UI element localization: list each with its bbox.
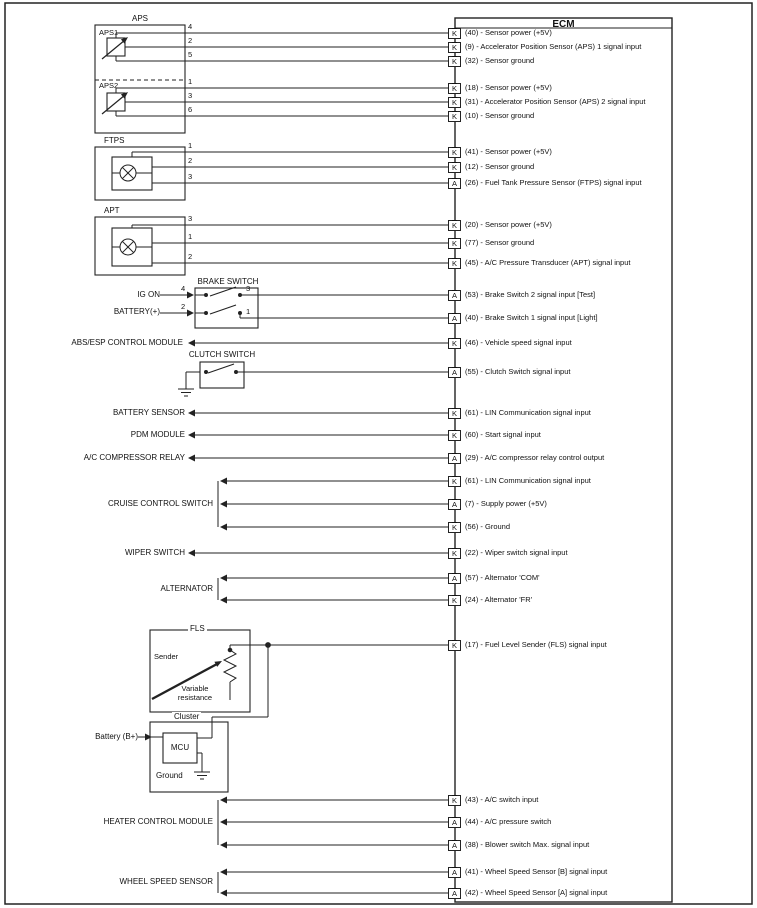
ecm-pin-connector: $\overline{K}$	[448, 795, 461, 806]
mcu-label: MCU	[170, 743, 190, 752]
ecm-pin-label: (20) - Sensor power (+5V)	[465, 220, 552, 229]
ecm-pin-connector: $\overline{A}$	[448, 867, 461, 878]
ecm-pin-label: (40) - Brake Switch 1 signal input [Light]	[465, 313, 598, 322]
ecm-pin-connector: $\overline{A}$	[448, 367, 461, 378]
pin-number: 1	[188, 141, 193, 150]
ecm-pin-label: (61) - LIN Communication signal input	[465, 476, 591, 485]
component-label-wheel-speed-sensor: WHEEL SPEED SENSOR	[119, 877, 213, 886]
ecm-pin-connector: $\overline{K}$	[448, 522, 461, 533]
ecm-pin-label: (46) - Vehicle speed signal input	[465, 338, 572, 347]
ecm-pin-connector: $\overline{A}$	[448, 888, 461, 899]
pin-number: 3	[188, 172, 193, 181]
fls-variable-label-line1: Variable	[181, 684, 209, 693]
aps1-label: APS1	[99, 28, 119, 37]
aps2-label: APS2	[99, 81, 119, 90]
pin-number: 1	[188, 77, 193, 86]
ecm-pin-label: (32) - Sensor ground	[465, 56, 535, 65]
pin-number: 1	[188, 232, 193, 241]
ecm-pin-connector: $\overline{A}$	[448, 573, 461, 584]
ecm-pin-label: (60) - Start signal input	[465, 430, 541, 439]
fls-box-title: FLS	[190, 624, 205, 633]
ecm-pin-connector: $\overline{K}$	[448, 42, 461, 53]
clutch-switch-title: CLUTCH SWITCH	[188, 350, 256, 359]
ecm-pin-label: (41) - Sensor power (+5V)	[465, 147, 552, 156]
pin-number: 3	[246, 284, 251, 293]
pin-number: 5	[188, 50, 193, 59]
ecm-pin-connector: $\overline{K}$	[448, 258, 461, 269]
ecm-pin-connector: $\overline{K}$	[448, 430, 461, 441]
pin-number: 2	[188, 252, 193, 261]
ecm-pin-connector: $\overline{K}$	[448, 476, 461, 487]
ftps-box-title: FTPS	[104, 136, 125, 145]
component-label-heater-control-module: HEATER CONTROL MODULE	[103, 817, 213, 826]
ecm-pin-label: (22) - Wiper switch signal input	[465, 548, 568, 557]
ecm-pin-connector: $\overline{A}$	[448, 817, 461, 828]
pin-number: 4	[181, 284, 186, 293]
ecm-pin-connector: $\overline{A}$	[448, 178, 461, 189]
ecm-pin-label: (43) - A/C switch input	[465, 795, 539, 804]
pin-number: 2	[181, 302, 186, 311]
ecm-pin-label: (38) - Blower switch Max. signal input	[465, 840, 590, 849]
ecm-pin-label: (53) - Brake Switch 2 signal input [Test]	[465, 290, 596, 299]
ecm-pin-connector: $\overline{K}$	[448, 83, 461, 94]
ecm-pin-label: (31) - Accelerator Position Sensor (APS) 2 signal input	[465, 97, 646, 106]
ecm-pin-label: (45) - A/C Pressure Transducer (APT) signal input	[465, 258, 631, 267]
ecm-pin-connector: $\overline{K}$	[448, 111, 461, 122]
component-label-alternator: ALTERNATOR	[160, 584, 213, 593]
brake-switch-title: BRAKE SWITCH	[197, 277, 259, 286]
ecm-pin-connector: $\overline{K}$	[448, 56, 461, 67]
pin-number: 2	[188, 36, 193, 45]
ecm-pin-label: (57) - Alternator 'COM'	[465, 573, 540, 582]
ecm-pin-label: (17) - Fuel Level Sender (FLS) signal input	[465, 640, 607, 649]
ig-on-label: IG ON	[137, 290, 160, 299]
ecm-pin-connector: $\overline{K}$	[448, 147, 461, 158]
pin-number: 1	[246, 307, 251, 316]
ecm-pin-label: (56) - Ground	[465, 522, 511, 531]
component-label-wiper-switch: WIPER SWITCH	[125, 548, 185, 557]
ecm-pin-label: (9) - Accelerator Position Sensor (APS) 1 signal input	[465, 42, 642, 51]
ecm-pin-connector: $\overline{K}$	[448, 595, 461, 606]
ecm-pin-label: (77) - Sensor ground	[465, 238, 535, 247]
ecm-pin-label: (40) - Sensor power (+5V)	[465, 28, 552, 37]
component-label-abs-esp-control-module: ABS/ESP CONTROL MODULE	[71, 338, 183, 347]
ecm-pin-connector: $\overline{K}$	[448, 162, 461, 173]
pin-number: 2	[188, 156, 193, 165]
pin-number: 4	[188, 22, 193, 31]
ecm-title: ECM	[552, 19, 575, 30]
ecm-pin-connector: $\overline{A}$	[448, 499, 461, 510]
ecm-pin-label: (41) - Wheel Speed Sensor [B] signal input	[465, 867, 608, 876]
ecm-pin-label: (18) - Sensor power (+5V)	[465, 83, 552, 92]
ecm-pin-label: (10) - Sensor ground	[465, 111, 535, 120]
ecm-pin-label: (61) - LIN Communication signal input	[465, 408, 591, 417]
cluster-box-title: Cluster	[174, 712, 200, 721]
apt-box-title: APT	[104, 206, 120, 215]
ecm-pin-connector: $\overline{A}$	[448, 840, 461, 851]
pin-number: 6	[188, 105, 193, 114]
ecm-pin-label: (26) - Fuel Tank Pressure Sensor (FTPS) signal input	[465, 178, 642, 187]
component-label-ac-compressor-relay: A/C COMPRESSOR RELAY	[83, 453, 185, 462]
ecm-pin-connector: $\overline{K}$	[448, 338, 461, 349]
ecm-pin-connector: $\overline{K}$	[448, 220, 461, 231]
ecm-pin-label: (29) - A/C compressor relay control output	[465, 453, 605, 462]
component-label-cruise-control-switch: CRUISE CONTROL SWITCH	[107, 499, 213, 508]
ecm-pin-connector: $\overline{K}$	[448, 238, 461, 249]
pin-number: 3	[188, 214, 193, 223]
ecm-pin-connector: $\overline{A}$	[448, 453, 461, 464]
ecm-pin-label: (55) - Clutch Switch signal input	[465, 367, 571, 376]
component-label-battery-sensor: BATTERY SENSOR	[112, 408, 185, 417]
ecm-pin-connector: $\overline{K}$	[448, 408, 461, 419]
ecm-pin-connector: $\overline{A}$	[448, 290, 461, 301]
fls-sender-label: Sender	[154, 652, 179, 661]
ecm-pin-label: (42) - Wheel Speed Sensor [A] signal input	[465, 888, 608, 897]
ecm-pin-connector: $\overline{K}$	[448, 548, 461, 559]
ecm-pin-connector: $\overline{K}$	[448, 640, 461, 651]
ecm-pin-label: (7) - Supply power (+5V)	[465, 499, 547, 508]
ecm-pin-label: (44) - A/C pressure switch	[465, 817, 552, 826]
fls-variable-label-line2: resistance	[177, 693, 213, 702]
cluster-battery-label: Battery (B+)	[95, 732, 138, 741]
ecm-pin-label: (24) - Alternator 'FR'	[465, 595, 533, 604]
ecm-pin-connector: $\overline{K}$	[448, 97, 461, 108]
component-label-pdm-module: PDM MODULE	[130, 430, 185, 439]
ecm-pin-connector: $\overline{A}$	[448, 313, 461, 324]
cluster-ground-label: Ground	[156, 771, 183, 780]
ecm-pin-label: (12) - Sensor ground	[465, 162, 535, 171]
ecm-pin-connector: $\overline{K}$	[448, 28, 461, 39]
aps-box-title: APS	[131, 14, 148, 23]
battery-plus-label: BATTERY(+)	[113, 307, 160, 316]
pin-number: 3	[188, 91, 193, 100]
